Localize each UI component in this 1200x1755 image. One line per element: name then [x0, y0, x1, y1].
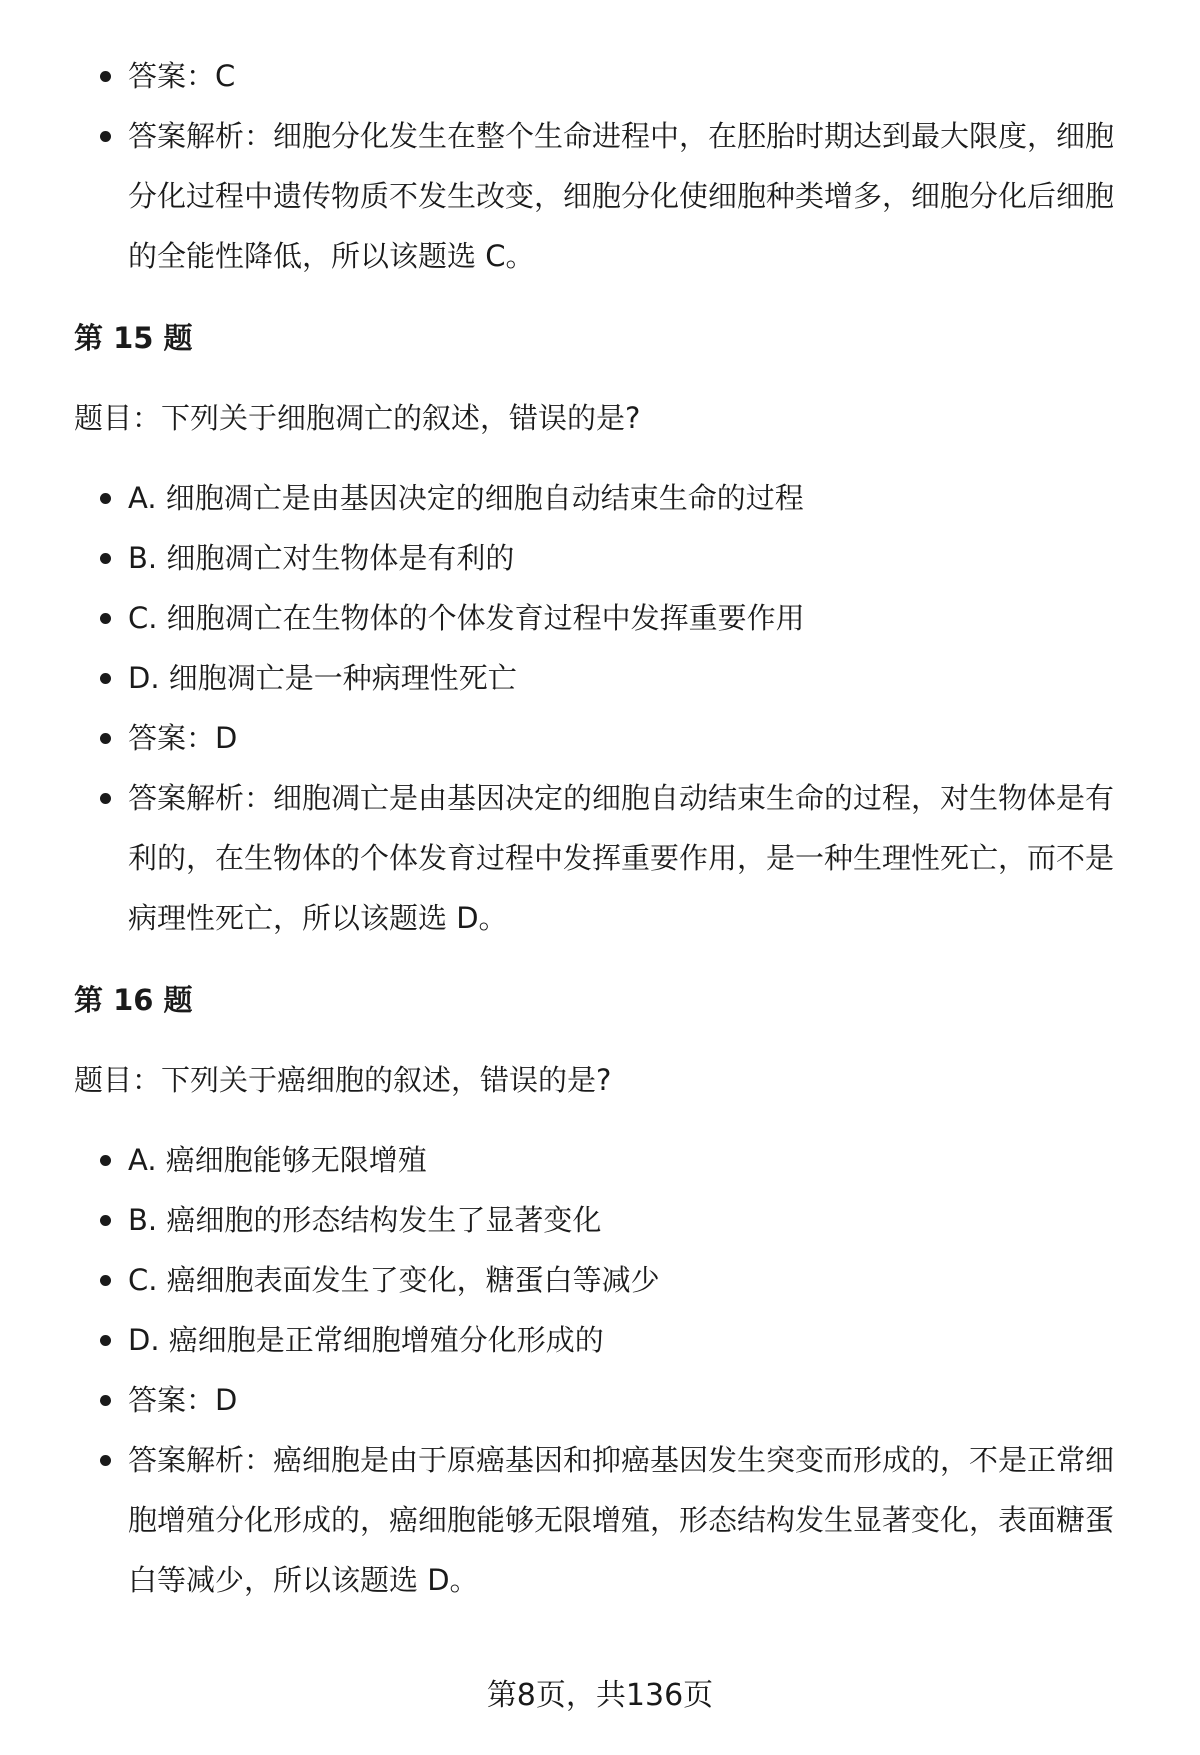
answer-item: 答案：D: [74, 1370, 1140, 1430]
answer-item: 答案：C: [74, 46, 1140, 106]
option-item-c: C. 细胞凋亡在生物体的个体发育过程中发挥重要作用: [74, 588, 1140, 648]
option-item-a: A. 细胞凋亡是由基因决定的细胞自动结束生命的过程: [74, 468, 1140, 528]
option-item-b: B. 癌细胞的形态结构发生了显著变化: [74, 1190, 1140, 1250]
option-item-d: D. 细胞凋亡是一种病理性死亡: [74, 648, 1140, 708]
top-answer-list: [74, 46, 1140, 286]
explanation-item: 答案解析：癌细胞是由于原癌基因和抑癌基因发生突变而形成的，不是正常细胞增殖分化形成的，癌细胞能够无限增殖，形态结构发生显著变化，表面糖蛋白等减少，所以该题选 D。: [74, 1430, 1140, 1610]
option-item-c: C. 癌细胞表面发生了变化，糖蛋白等减少: [74, 1250, 1140, 1310]
page-number-footer: 第8页，共136页: [486, 1678, 714, 1713]
question-15-text: 题目：下列关于细胞凋亡的叙述，错误的是?: [74, 401, 641, 435]
question-16-text: 题目：下列关于癌细胞的叙述，错误的是?: [74, 1063, 612, 1097]
explanation-item: 答案解析：细胞分化发生在整个生命进程中，在胚胎时期达到最大限度，细胞分化过程中遗传物质不发生改变，细胞分化使细胞种类增多，细胞分化后细胞的全能性降低，所以该题选 C。: [74, 106, 1140, 286]
question-16-heading: 第 16 题: [74, 983, 193, 1017]
option-item-d: D. 癌细胞是正常细胞增殖分化形成的: [74, 1310, 1140, 1370]
question-15-heading: 第 15 题: [74, 321, 193, 355]
question-15-list: [74, 468, 1140, 948]
question-16-list: [74, 1130, 1140, 1610]
option-item-a: A. 癌细胞能够无限增殖: [74, 1130, 1140, 1190]
option-item-b: B. 细胞凋亡对生物体是有利的: [74, 528, 1140, 588]
answer-item: 答案：D: [74, 708, 1140, 768]
explanation-item: 答案解析：细胞凋亡是由基因决定的细胞自动结束生命的过程，对生物体是有利的，在生物体的个体发育过程中发挥重要作用，是一种生理性死亡，而不是病理性死亡，所以该题选 D。: [74, 768, 1140, 948]
